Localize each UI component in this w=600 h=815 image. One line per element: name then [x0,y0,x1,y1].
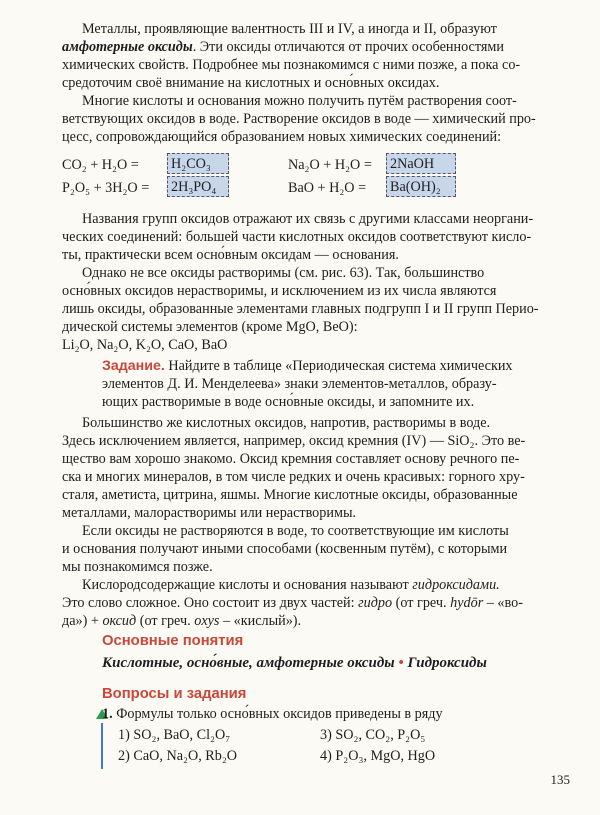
text-line: (от греч. [392,594,451,611]
text-line: . Эти оксиды отличаются от прочих особенностями [192,38,504,55]
text-line: ющих растворимые в воде осно́вные оксиды, и запомните их. [102,393,475,410]
question-bar [101,723,103,769]
text-line: Большинство же кислотных оксидов, напротив, растворимы в воде. [82,415,491,431]
text-line: средоточим своё внимание на кислотных и осно́вных оксидах. [62,74,440,91]
question-1 [102,706,443,723]
equation-p2o5-left: P₂O₅ + 3H₂O = [62,180,150,196]
task-label: Задание. [102,358,165,374]
text-line: – «кислый»). [219,612,302,629]
text-line: Многие кислоты и основания можно получить путём растворения соот- [82,93,517,109]
paragraph-names [62,211,570,265]
question-number: 1. [102,706,113,722]
formula-box-naoh: 2NaOH [386,153,456,174]
concepts-list [102,655,487,672]
text-line: Если оксиды не растворяются в воде, то соответствующие им кислоты [82,523,509,539]
text-line: лишь оксиды, образованные элементами главных подгрупп I и II групп Перио- [62,300,539,317]
text-line: металлами, малорастворимы или нерастворимы. [62,504,357,521]
term-oxide: оксид [102,612,137,629]
bullet-separator: • [398,655,404,671]
answer-option-3[interactable]: 3) SO₂, CO₂, P₂O₅ [320,727,426,743]
formula-box-h2co3: H₂CO₃ [167,153,229,174]
equation-na2o-left: Na₂O + H₂O = [288,157,372,173]
text-line: осно́вных оксидов нерастворимы, и исключением из их числа являются [62,282,497,299]
text-line: Найдите в таблице «Периодическая система химических [164,358,513,374]
concepts-items: Кислотные, осно́вные, амфотерные оксиды [102,655,395,671]
text-line: (от греч. [136,612,195,629]
term-hydroxides: гидроксидами. [412,577,500,593]
text-line: мы познакомимся позже. [62,558,213,575]
page-number: 135 [550,772,570,787]
answer-option-2[interactable]: 2) CaO, Na₂O, Rb₂O [118,748,238,764]
text-line: сталя, аметиста, цитрина, яшмы. Многие кислотные оксиды, образованные [62,486,518,503]
text-line: ветствующих оксидов в воде. Растворение оксидов в воде — химический про- [62,110,536,127]
text-line: Кислородсодержащие кислоты и основания называют [82,577,413,593]
text-line: химических свойств. Подробнее мы познакомимся с ними позже, а пока со- [62,56,521,73]
formula-box-h3po4: 2H₃PO₄ [167,176,229,197]
answer-option-4[interactable]: 4) P₂O₃, MgO, HgO [320,748,436,764]
term-oxys: oxys [194,612,220,629]
text-line: цесс, сопровождающийся образованием новых химических соединений: [62,128,502,145]
formula-list: Li₂O, Na₂O, K₂O, CaO, BaO [62,336,228,353]
answer-option-1[interactable]: 1) SO₂, BaO, Cl₂O₇ [118,727,231,743]
task-block [102,358,570,412]
paragraph-amphoteric [62,21,570,93]
text-line: Однако не все оксиды растворимы (см. рис. 63). Так, большинство [82,265,485,281]
equation-co2-left: CO₂ + H₂O = [62,157,139,173]
paragraph-dissolution [62,93,570,147]
term-amphoteric-oxides: амфотерные оксиды [62,38,193,55]
text-line: ческих соединений: большей части кислотных оксидов соответствуют кисло- [62,228,532,245]
text-line: Здесь исключением является, например, оксид кремния (IV) — SiO₂. Это ве- [62,432,526,449]
text-line: ты, практически всем осно́вным оксидам — основания. [62,246,399,263]
formula-box-baoh2: Ba(OH)₂ [386,176,456,197]
paragraph-acidic-oxides [62,415,570,522]
term-hydor: hydōr [450,594,484,611]
text-line: да») + [62,612,103,629]
paragraph-hydroxides [62,577,570,631]
text-line: Названия групп оксидов отражают их связь с другими классами неоргани- [82,211,534,227]
text-line: элементов Д. И. Менделеева» знаки элементов-металлов, образу- [102,375,497,392]
text-line: Металлы, проявляющие валентность III и IV, а иногда и II, образуют [82,21,497,37]
question-text: Формулы только осно́вных оксидов приведены в ряду [116,706,443,722]
text-line: – «во- [483,594,523,611]
paragraph-insoluble [62,523,570,577]
term-hydro: гидро [358,594,393,611]
text-line: и основания получают иными способами (косвенным путём), с которыми [62,540,508,557]
concepts-item-hydroxides: Гидроксиды [407,655,487,671]
text-line: Это слово сложное. Оно состоит из двух частей: [62,594,359,611]
concepts-heading: Основные понятия [102,633,244,649]
text-line: щество вам хорошо знакомо. Оксид кремния составляет основу речного пе- [62,450,520,467]
questions-heading: Вопросы и задания [102,686,247,702]
text-line: дической системы элементов (кроме MgO, BeO): [62,318,358,335]
equation-bao-left: BaO + H₂O = [288,180,367,196]
text-line: ска и многих минералов, в том числе редких и очень красивых: горного хру- [62,468,525,485]
paragraph-solubility [62,265,570,355]
